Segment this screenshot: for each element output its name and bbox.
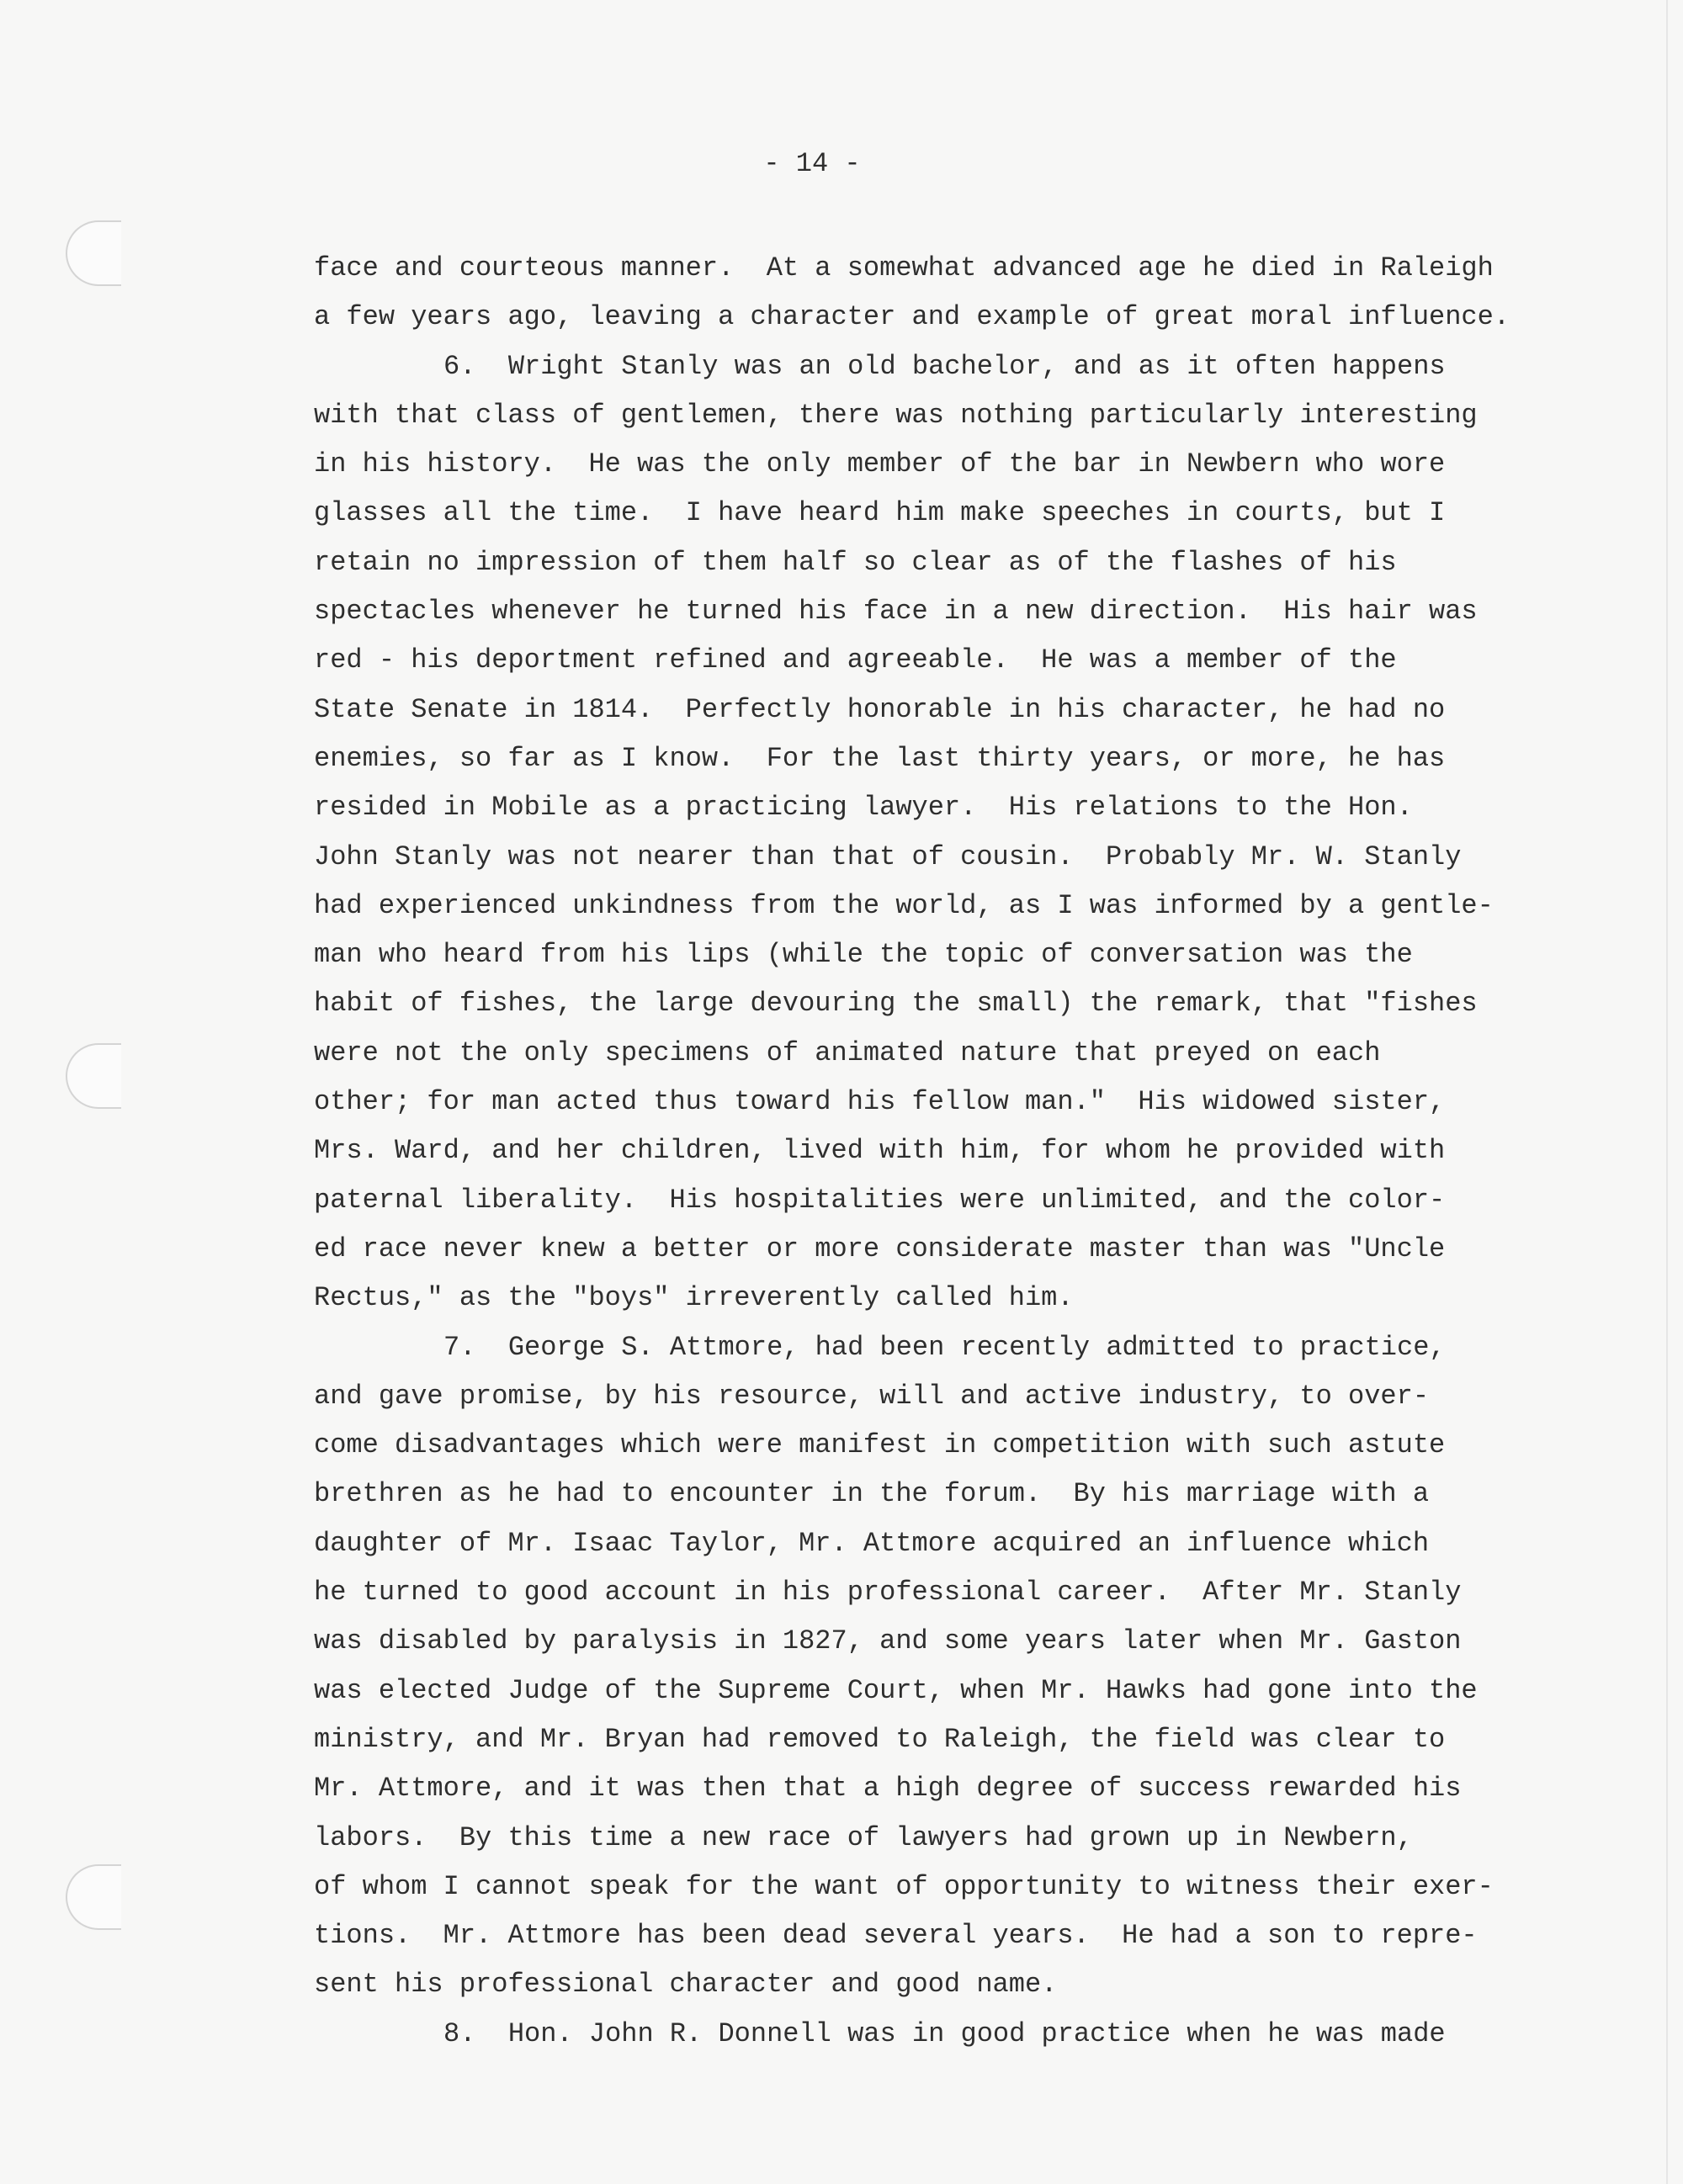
- text-line: resided in Mobile as a practicing lawyer. His relations to the Hon.: [314, 792, 1413, 824]
- text-line: man who heard from his lips (while the topic of conversation was the: [314, 939, 1413, 971]
- text-line: enemies, so far as I know. For the last thirty years, or more, he has: [314, 742, 1446, 774]
- text-line: spectacles whenever he turned his face in a new direction. His hair was: [314, 596, 1478, 628]
- text-line: ministry, and Mr. Bryan had removed to Raleigh, the field was clear to: [314, 1723, 1446, 1755]
- text-line: labors. By this time a new race of lawyers had grown up in Newbern,: [314, 1821, 1413, 1853]
- text-line: a few years ago, leaving a character and example of great moral influence.: [314, 301, 1510, 333]
- text-line: and gave promise, by his resource, will and active industry, to over-: [314, 1380, 1430, 1412]
- text-line: in his history. He was the only member of the bar in Newbern who wore: [314, 448, 1446, 480]
- text-line: 6. Wright Stanly was an old bachelor, and as it often happens: [443, 350, 1446, 382]
- text-line: Mrs. Ward, and her children, lived with him, for whom he provided with: [314, 1135, 1446, 1167]
- page-edge: [1666, 0, 1668, 2184]
- text-line: 7. George S. Attmore, had been recently admitted to practice,: [443, 1331, 1446, 1363]
- text-line: were not the only specimens of animated nature that preyed on each: [314, 1036, 1381, 1068]
- punch-hole: [66, 1864, 121, 1930]
- text-line: face and courteous manner. At a somewhat advanced age he died in Raleigh: [314, 252, 1494, 284]
- page-number: - 14 -: [763, 148, 861, 179]
- body-text: [314, 244, 1510, 2059]
- text-line: sent his professional character and good name.: [314, 1969, 1058, 2001]
- text-line: other; for man acted thus toward his fellow man." His widowed sister,: [314, 1086, 1446, 1118]
- text-line: State Senate in 1814. Perfectly honorable in his character, he had no: [314, 693, 1446, 725]
- punch-hole: [66, 1043, 121, 1109]
- text-line: was disabled by paralysis in 1827, and some years later when Mr. Gaston: [314, 1625, 1462, 1657]
- text-line: red - his deportment refined and agreeable. He was a member of the: [314, 644, 1397, 676]
- text-line: of whom I cannot speak for the want of opportunity to witness their exer-: [314, 1870, 1494, 1902]
- text-line: glasses all the time. I have heard him make speeches in courts, but I: [314, 497, 1446, 529]
- text-line: habit of fishes, the large devouring the small) the remark, that "fishes: [314, 988, 1478, 1020]
- text-line: daughter of Mr. Isaac Taylor, Mr. Attmore acquired an influence which: [314, 1527, 1430, 1559]
- text-line: was elected Judge of the Supreme Court, when Mr. Hawks had gone into the: [314, 1674, 1478, 1706]
- text-line: ed race never knew a better or more considerate master than was "Uncle: [314, 1232, 1446, 1264]
- text-line: tions. Mr. Attmore has been dead several years. He had a son to repre-: [314, 1920, 1478, 1952]
- text-line: he turned to good account in his professional career. After Mr. Stanly: [314, 1577, 1462, 1609]
- text-line: Mr. Attmore, and it was then that a high degree of success rewarded his: [314, 1773, 1462, 1805]
- text-line: Rectus," as the "boys" irreverently called him.: [314, 1282, 1074, 1314]
- text-line: had experienced unkindness from the world, as I was informed by a gentle-: [314, 889, 1494, 921]
- text-line: come disadvantages which were manifest in competition with such astute: [314, 1429, 1446, 1461]
- text-line: with that class of gentlemen, there was nothing particularly interesting: [314, 399, 1478, 431]
- punch-hole: [66, 220, 121, 286]
- text-line: retain no impression of them half so clear as of the flashes of his: [314, 546, 1397, 578]
- text-line: John Stanly was not nearer than that of cousin. Probably Mr. W. Stanly: [314, 840, 1462, 872]
- text-line: brethren as he had to encounter in the forum. By his marriage with a: [314, 1478, 1430, 1510]
- text-line: 8. Hon. John R. Donnell was in good practice when he was made: [443, 2017, 1446, 2049]
- text-line: paternal liberality. His hospitalities were unlimited, and the color-: [314, 1184, 1446, 1216]
